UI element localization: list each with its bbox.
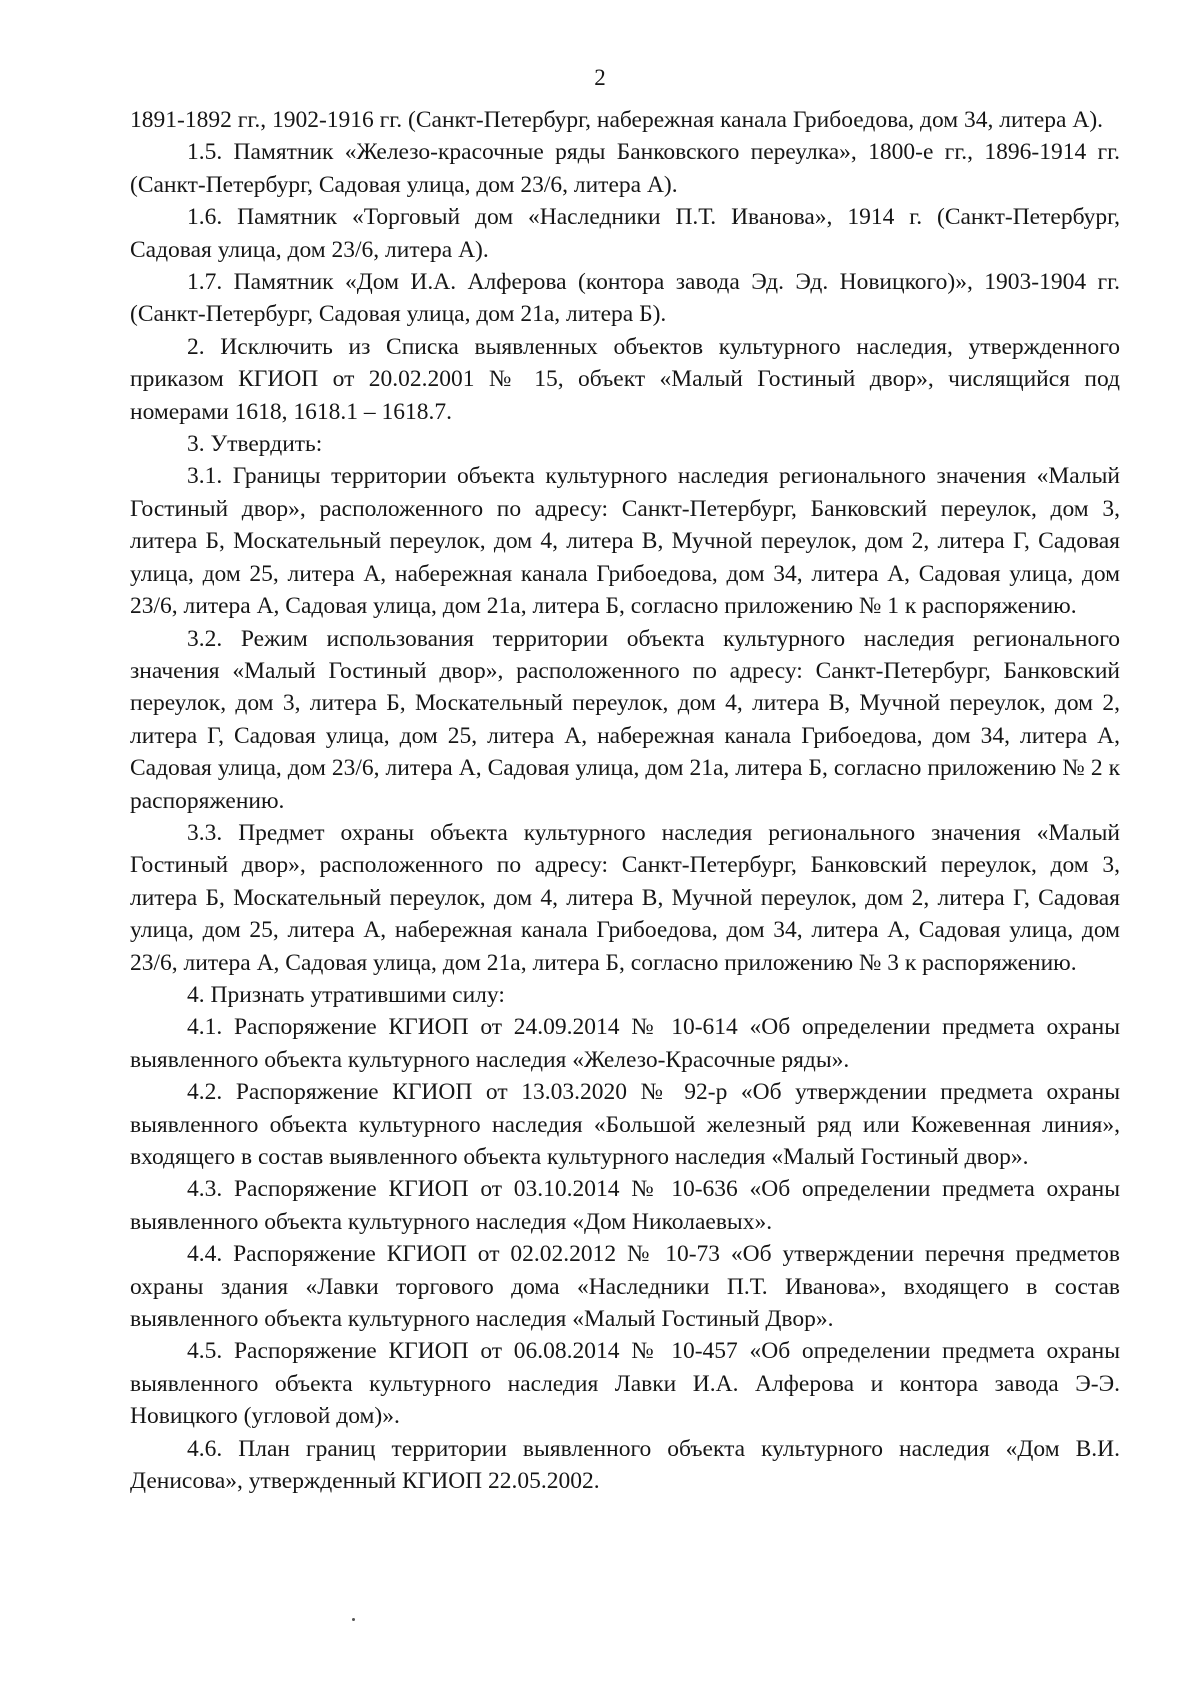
- paragraph-3-1: 3.1. Границы территории объекта культурного наследия регионального значения «Малый Гостиный двор», расположенного по адресу: Санкт-Петербург, Банковский переулок, дом 3, литера Б, Москательный переулок, дом 4, литера В, Мучной переулок, дом 2, литера Г, Садовая улица, дом 25, литера А, набережная канала Грибоедова, дом 34, литера А, Садовая улица, дом 23/6, литера А, Садовая улица, дом 21а, литера Б, согласно приложению № 1 к распоряжению.: [130, 463, 1120, 620]
- paragraph-1-6: 1.6. Памятник «Торговый дом «Наследники П.Т. Иванова», 1914 г. (Санкт-Петербург, Садовая улица, дом 23/6, литера А).: [130, 204, 1120, 263]
- scan-speck: [352, 1618, 355, 1621]
- paragraph-1-7: 1.7. Памятник «Дом И.А. Алферова (контора завода Эд. Эд. Новицкого)», 1903-1904 гг. (Санкт-Петербург, Садовая улица, дом 21а, литера Б).: [130, 269, 1120, 328]
- paragraph-4-1: 4.1. Распоряжение КГИОП от 24.09.2014 № 10-614 «Об определении предмета охраны выявленного объекта культурного наследия «Железо-Красочные ряды».: [130, 1014, 1120, 1073]
- paragraph-4-4: 4.4. Распоряжение КГИОП от 02.02.2012 № 10-73 «Об утверждении перечня предметов охраны здания «Лавки торгового дома «Наследники П.Т. Иванова», входящего в состав выявленного объекта культурного наследия «Малый Гостиный Двор».: [130, 1241, 1120, 1333]
- paragraph-4-5: 4.5. Распоряжение КГИОП от 06.08.2014 № 10-457 «Об определении предмета охраны выявленного объекта культурного наследия Лавки И.А. Алферова и контора завода Э-Э. Новицкого (угловой дом)».: [130, 1338, 1120, 1430]
- paragraph-3: 3. Утвердить:: [187, 431, 323, 458]
- paragraph-3-3: 3.3. Предмет охраны объекта культурного наследия регионального значения «Малый Гостиный двор», расположенного по адресу: Санкт-Петербург, Банковский переулок, дом 3, литера Б, Москательный переулок, дом 4, литера В, Мучной переулок, дом 2, литера Г, Садовая улица, дом 25, литера А, набережная канала Грибоедова, дом 34, литера А, Садовая улица, дом 23/6, литера А, Садовая улица, дом 21а, литера Б, согласно приложению № 3 к распоряжению.: [130, 819, 1120, 976]
- paragraph-4-3: 4.3. Распоряжение КГИОП от 03.10.2014 № 10-636 «Об определении предмета охраны выявленного объекта культурного наследия «Дом Николаевых».: [130, 1176, 1120, 1235]
- paragraph-4: 4. Признать утратившими силу:: [187, 981, 505, 1008]
- paragraph-4-6: 4.6. План границ территории выявленного объекта культурного наследия «Дом В.И. Денисова», утвержденный КГИОП 22.05.2002.: [130, 1435, 1120, 1495]
- paragraph-4-2: 4.2. Распоряжение КГИОП от 13.03.2020 № 92-р «Об утверждении предмета охраны выявленного объекта культурного наследия «Большой железный ряд или Кожевенная линия», входящего в состав выявленного объекта культурного наследия «Малый Гостиный двор».: [130, 1079, 1120, 1170]
- paragraph-2: 2. Исключить из Списка выявленных объектов культурного наследия, утвержденного приказом КГИОП от 20.02.2001 № 15, объект «Малый Гостиный двор», числящийся под номерами 1618, 1618.1 – 1618.7.: [130, 333, 1120, 425]
- paragraph-continuation: 1891-1892 гг., 1902-1916 гг. (Санкт-Петербург, набережная канала Грибоедова, дом 34, литера А).: [130, 107, 1104, 133]
- paragraph-3-2: 3.2. Режим использования территории объекта культурного наследия регионального значения «Малый Гостиный двор», расположенного по адресу: Санкт-Петербург, Банковский переулок, дом 3, литера Б, Москательный переулок, дом 4, литера В, Мучной переулок, дом 2, литера Г, Садовая улица, дом 25, литера А, набережная канала Грибоедова, дом 34, литера А, Садовая улица, дом 23/6, литера А, Садовая улица, дом 21а, литера Б, согласно приложению № 2 к распоряжению.: [130, 625, 1120, 814]
- document-body: [130, 104, 1120, 1497]
- paragraph-1-5: 1.5. Памятник «Железо-красочные ряды Банковского переулка», 1800-е гг., 1896-1914 гг. (Санкт-Петербург, Садовая улица, дом 23/6, литера А).: [130, 139, 1120, 198]
- page-number: 2: [594, 65, 606, 90]
